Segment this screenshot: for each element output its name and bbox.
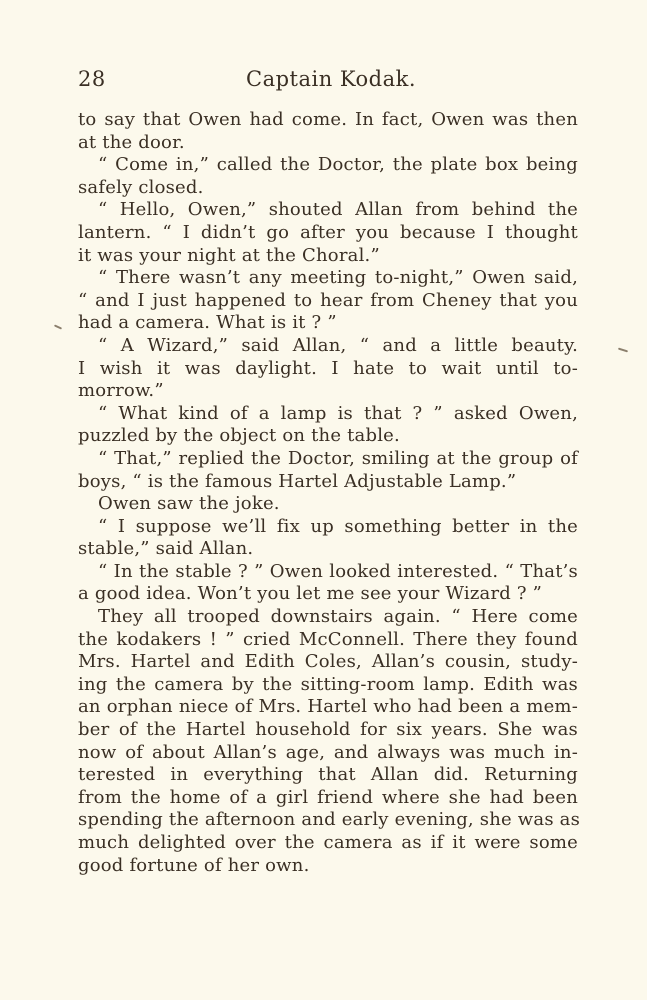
margin-mark — [618, 348, 628, 353]
text-line: “ A Wizard,” said Allan, “ and a little beauty. — [98, 334, 578, 356]
text-line: an orphan niece of Mrs. Hartel who had been a mem- — [78, 696, 578, 718]
body-text — [78, 109, 581, 877]
text-line: lantern. “ I didn’t go after you because I thought — [78, 221, 578, 243]
text-line: “ and I just happened to hear from Cheney that you — [78, 289, 578, 311]
text-line: terested in everything that Allan did. Returning — [78, 764, 578, 786]
text-line: to say that Owen had come. In fact, Owen was then — [78, 109, 578, 130]
text-line: it was your night at the Choral.” — [78, 244, 380, 266]
text-line: a good idea. Won’t you let me see your Wizard ? ” — [78, 583, 543, 605]
text-line: “ What kind of a lamp is that ? ” asked Owen, — [98, 402, 578, 424]
text-line: “ Come in,” called the Doctor, the plate box being — [98, 154, 578, 176]
text-line: ber of the Hartel household for six years. She was — [78, 719, 578, 741]
running-title: Captain Kodak. — [246, 67, 417, 91]
text-line: boys, “ is the famous Hartel Adjustable Lamp.” — [78, 470, 517, 492]
text-line: from the home of a girl friend where she had been — [78, 786, 578, 808]
text-line: “ In the stable ? ” Owen looked interested. “ That’s — [98, 560, 578, 582]
text-line: stable,” said Allan. — [78, 538, 254, 560]
text-line: I wish it was daylight. I hate to wait until to- — [78, 357, 578, 379]
text-line: spending the afternoon and early evening, she was as — [78, 809, 581, 831]
text-line: “ That,” replied the Doctor, smiling at the group of — [98, 447, 578, 469]
text-line: had a camera. What is it ? ” — [78, 312, 337, 334]
text-line: They all trooped downstairs again. “ Here come — [98, 606, 578, 628]
text-line: safely closed. — [78, 176, 204, 198]
text-line: Mrs. Hartel and Edith Coles, Allan’s cousin, study- — [78, 651, 578, 673]
running-head — [78, 67, 581, 95]
text-line: Owen saw the joke. — [98, 493, 280, 515]
text-line: “ I suppose we’ll fix up something better in the — [98, 515, 578, 537]
text-line: puzzled by the object on the table. — [78, 425, 400, 447]
text-line: now of about Allan’s age, and always was much in- — [78, 741, 578, 763]
text-line: “ There wasn’t any meeting to-night,” Owen said, — [98, 267, 578, 289]
page-number: 28 — [78, 67, 106, 91]
text-line: much delighted over the camera as if it were some — [78, 832, 578, 853]
text-line: morrow.” — [78, 380, 164, 402]
text-line: at the door. — [78, 131, 185, 153]
text-line: ing the camera by the sitting-room lamp. Edith was — [78, 673, 578, 695]
margin-mark — [54, 324, 62, 329]
text-line: good fortune of her own. — [78, 854, 310, 876]
text-line: the kodakers ! ” cried McConnell. There they found — [78, 628, 578, 650]
text-line: “ Hello, Owen,” shouted Allan from behind the — [98, 199, 578, 221]
